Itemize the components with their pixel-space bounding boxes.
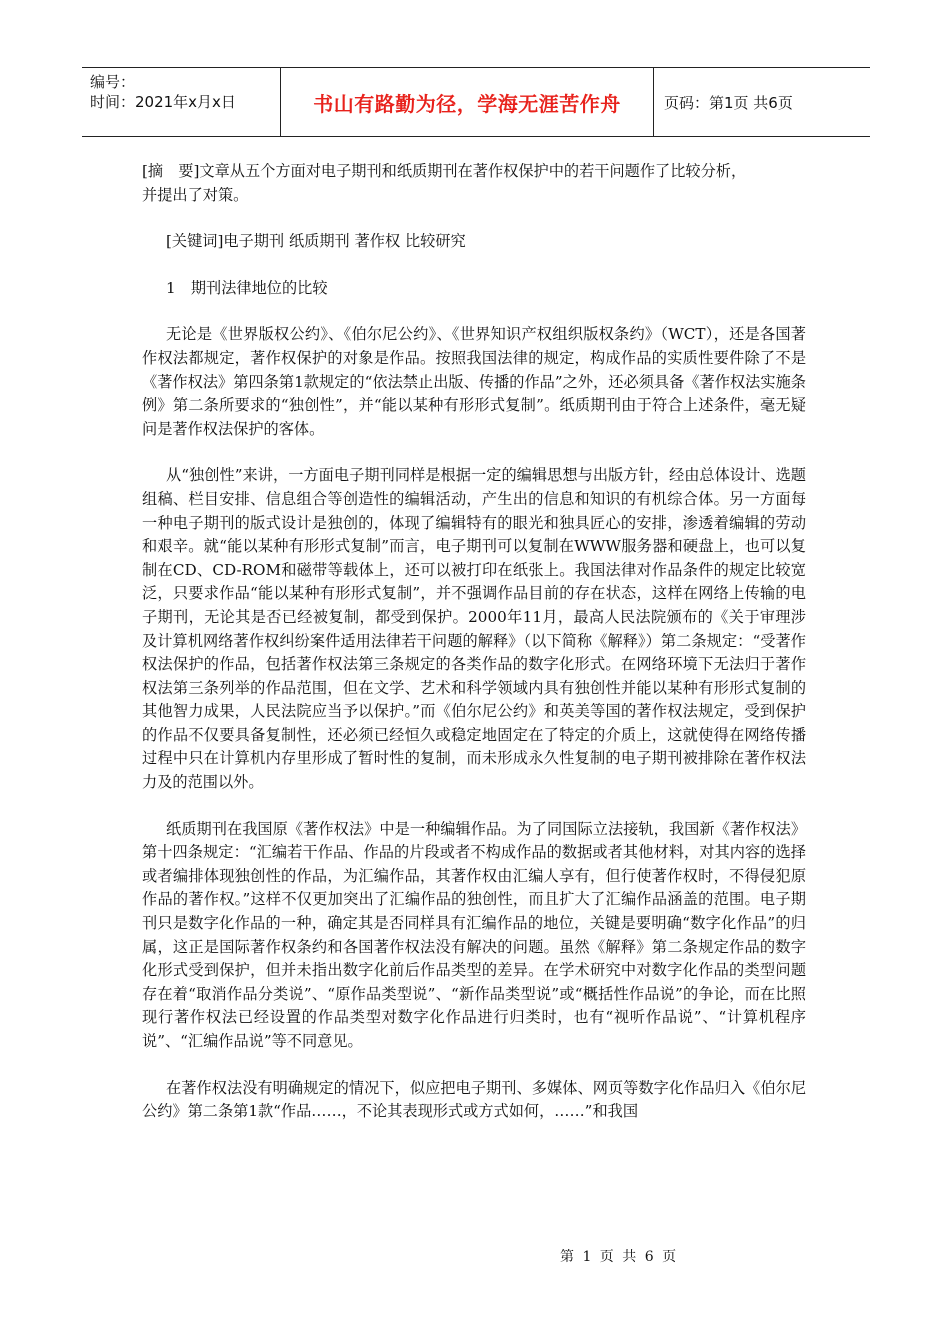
header-page-cell xyxy=(654,68,870,136)
paragraph-1: 无论是《世界版权公约》、《伯尔尼公约》、《世界知识产权组织版权条约》（WCT），还是各国著作权法都规定，著作权保护的对象是作品。按照我国法律的规定，构成作品的实质性要件除了不是《著作权法》第四条第1款规定的“依法禁止出版、传播的作品”之外，还必须具备《著作权法实施条例》第二条所要求的“独创性”，并“能以某种有形形式复制”。纸质期刊由于符合上述条件，毫无疑问是著作权法保护的客体。 xyxy=(142,325,806,438)
section-1-title: 1 期刊法律地位的比较 xyxy=(166,278,328,297)
paragraph-3: 纸质期刊在我国原《著作权法》中是一种编辑作品。为了同国际立法接轨，我国新《著作权法》第十四条规定：“汇编若干作品、作品的片段或者不构成作品的数据或者其他材料，对其内容的选择或者编排体现独创性的作品，为汇编作品，其著作权由汇编人享有，但行使著作权时，不得侵犯原作品的著作权。”这样不仅更加突出了汇编作品的独创性，而且扩大了汇编作品涵盖的范围。电子期刊只是数字化作品的一种，确定其是否同样具有汇编作品的地位，关键是要明确“数字化作品”的归属，这正是国际著作权条约和各国著作权法没有解决的问题。虽然《解释》第二条规定作品的数字化形式受到保护，但并未指出数字化前后作品类型的差异。在学术研究中对数字化作品的类型问题存在着“取消作品分类说”、“原作品类型说”、“新作品类型说”或“概括性作品说”的争论，而在比照现行著作权法已经设置的作品类型对数字化作品进行归类时，也有“视听作品说”、“计算机程序说”、“汇编作品说”等不同意见。 xyxy=(142,819,806,1050)
paragraph-2: 从“独创性”来讲，一方面电子期刊同样是根据一定的编辑思想与出版方针，经由总体设计、选题组稿、栏目安排、信息组合等创造性的编辑活动，产生出的信息和知识的有机综合体。另一方面每一种电子期刊的版式设计是独创的，体现了编辑特有的眼光和独具匠心的安排，渗透着编辑的劳动和艰辛。就“能以某种有形形式复制”而言，电子期刊可以复制在WWW服务器和硬盘上，也可以复制在CD、CD-ROM和磁带等载体上，还可以被打印在纸张上。我国法律对作品条件的规定比较宽泛，只要求作品“能以某种有形形式复制”，并不强调作品目前的存在状态，这样在网络上传输的电子期刊，无论其是否已经被复制，都受到保护。2000年11月，最高人民法院颁布的《关于审理涉及计算机网络著作权纠纷案件适用法律若干问题的解释》（以下简称《解释》）第二条规定：“受著作权法保护的作品，包括著作权法第三条规定的各类作品的数字化形式。在网络环境下无法归于著作权法第三条列举的作品范围，但在文学、艺术和科学领域内具有独创性并能以某种有形形式复制的其他智力成果，人民法院应当予以保护。”而《伯尔尼公约》和英美等国的著作权法规定，受到保护的作品不仅要具备复制性，还必须已经恒久或稳定地固定在了特定的介质上，这就使得在网络传播过程中只在计算机内存里形成了暂时性的复制，而未形成永久性复制的电子期刊被排除在著作权法力及的范围以外。 xyxy=(142,466,806,792)
document-date-label: 时间：2021年x月x日 xyxy=(90,93,236,111)
abstract-line-2: 并提出了对策。 xyxy=(142,185,249,204)
paragraph-4: 在著作权法没有明确规定的情况下，似应把电子期刊、多媒体、网页等数字化作品归入《伯尔尼公约》第二条第1款“作品……，不论其表现形式或方式如何，……”和我国 xyxy=(142,1078,806,1121)
header-left-cell xyxy=(82,68,281,136)
page-footer: 第 1 页 共 6 页 xyxy=(560,1249,679,1265)
header-motto: 书山有路勤为径，学海无涯苦作舟 xyxy=(313,91,621,116)
header-table xyxy=(82,67,870,137)
document-body xyxy=(142,160,806,1124)
header-motto-cell xyxy=(281,68,654,136)
abstract-line-1: [摘 要]文章从五个方面对电子期刊和纸质期刊在著作权保护中的若干问题作了比较分析， xyxy=(142,162,747,180)
keywords: [关键词]电子期刊 纸质期刊 著作权 比较研究 xyxy=(166,232,466,251)
document-number-label: 编号： xyxy=(90,73,136,91)
header-page-label: 页码：第1页 共6页 xyxy=(664,93,793,112)
